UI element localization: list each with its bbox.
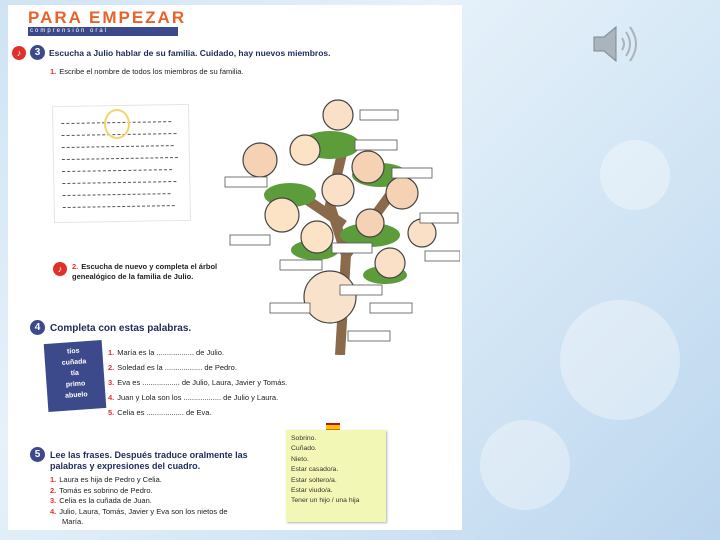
list-item: 3. Eva es .................. de Julio, Laura, Javier y Tomás. xyxy=(108,378,288,387)
audio-icon[interactable]: ♪ xyxy=(12,46,26,60)
list-item: 1. Laura es hija de Pedro y Celia. xyxy=(50,475,162,484)
note-item: Cuñado. xyxy=(291,445,317,453)
word: cuñada xyxy=(61,358,87,367)
section-title: PARA EMPEZAR xyxy=(28,8,187,27)
word: tíos xyxy=(66,347,80,356)
speaker-icon[interactable] xyxy=(590,22,640,66)
exercise-5-list xyxy=(50,475,228,528)
textbook-page xyxy=(8,5,462,530)
exercise-3-title: Escucha a Julio hablar de su familia. Cuidado, hay nuevos miembros. xyxy=(49,48,331,58)
exercise-4-title: Completa con estas palabras. xyxy=(50,323,192,334)
exercise-3-item-2: 2. Escucha de nuevo y completa el árbol genealógico de la familia de Julio. xyxy=(72,262,218,281)
list-item: 2. Soledad es la .................. de Pedro. xyxy=(108,363,237,372)
note-item: Estar soltero/a. xyxy=(291,476,337,484)
note-item: Nieto. xyxy=(291,455,309,463)
vocabulary-note xyxy=(286,430,386,522)
list-item: 3. Celia es la cuñada de Juan. xyxy=(50,496,152,505)
exercise-number-5: 5 xyxy=(30,447,45,462)
word: tía xyxy=(70,369,80,378)
list-item: 5. Celia es .................. de Eva. xyxy=(108,408,212,417)
list-item: 1. María es la .................. de Julio. xyxy=(108,348,224,357)
audio-icon[interactable]: ♪ xyxy=(53,262,67,276)
list-item: María. xyxy=(62,517,84,526)
exercise-number-4: 4 xyxy=(30,320,45,335)
list-item: 4. Julio, Laura, Tomás, Javier y Eva son los nietos de xyxy=(50,506,228,516)
note-item: Estar casado/a. xyxy=(291,466,339,474)
exercise-4-list xyxy=(108,345,287,420)
note-item: Estar viudo/a. xyxy=(291,487,333,495)
section-subtitle: comprensión oral xyxy=(30,28,109,34)
exercise-3-item-1: 1. Escribe el nombre de todos los miembros de su familia. xyxy=(50,67,244,76)
note-item: Tener un hijo / una hija xyxy=(291,497,360,505)
word: primo xyxy=(65,380,86,389)
note-item: Sobrino. xyxy=(291,435,317,442)
exercise-5-title: Lee las frases. Después traduce oralmente las palabras y expresiones del cuadro. xyxy=(50,450,248,471)
word: abuelo xyxy=(64,391,88,400)
word-box xyxy=(44,340,107,412)
list-item: 2. Tomás es sobrino de Pedro. xyxy=(50,485,153,495)
family-tree-illustration xyxy=(220,85,460,355)
exercise-number-3: 3 xyxy=(30,45,45,60)
notepad-ring xyxy=(104,109,130,139)
list-item: 4. Juan y Lola son los .................. de Julio y Laura. xyxy=(108,393,279,402)
